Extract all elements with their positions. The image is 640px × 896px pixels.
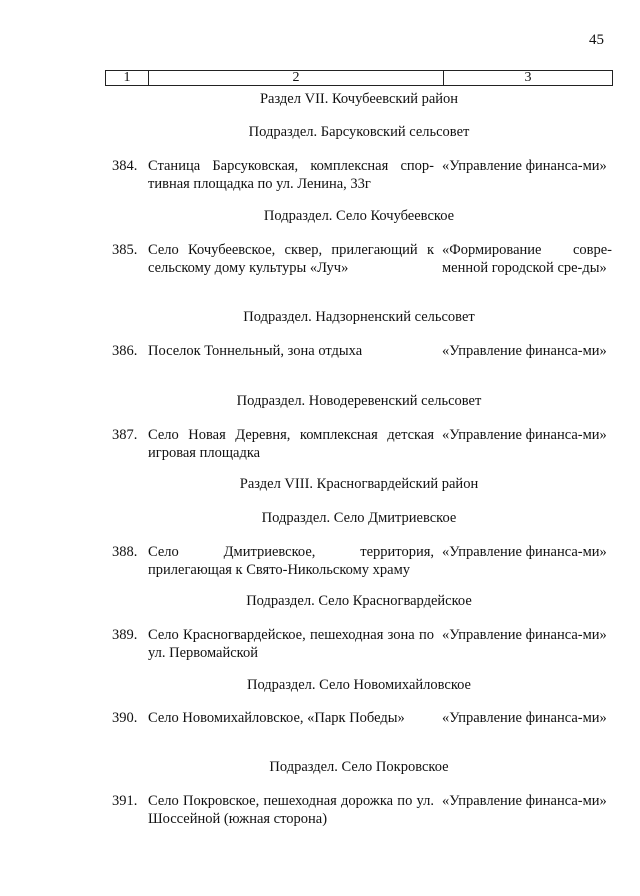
entry-description: Село Кочубеевское, сквер, прилегающий к сельскому дому культуры «Луч» <box>148 242 434 276</box>
entry-description: Село Дмитриевское, территория, прилегающая к Свято-Никольскому храму <box>148 544 434 578</box>
entry-program: «Управление финанса-ми» <box>442 710 607 726</box>
subsection-heading-krasnogvardeyskoe: Подраздел. Село Красногвардейское <box>246 593 472 609</box>
subsection-heading-nadzornensky: Подраздел. Надзорненский сельсовет <box>243 309 475 325</box>
entry-description: Село Новая Деревня, комплексная детская игровая площадка <box>148 427 434 461</box>
entry-number: 385. <box>112 242 138 258</box>
subsection-heading-barsukovsky: Подраздел. Барсуковский сельсовет <box>248 124 470 140</box>
entry-number: 387. <box>112 427 138 443</box>
entry-description: Поселок Тоннельный, зона отдыха <box>148 343 363 359</box>
entry-program: «Управление финанса-ми» <box>442 158 607 174</box>
subsection-heading-pokrovskoe: Подраздел. Село Покровское <box>269 759 449 775</box>
entry-description: Село Красногвардейское, пешеходная зона по ул. Первомайской <box>148 627 434 661</box>
column-header-row <box>105 70 613 86</box>
column-header-3: 3 <box>524 70 532 85</box>
entry-number: 386. <box>112 343 138 359</box>
page-number: 45 <box>589 32 604 48</box>
section-heading-8: Раздел VIII. Красногвардейский район <box>239 476 479 492</box>
entry-number: 384. <box>112 158 138 174</box>
subsection-heading-novoderevensky: Подраздел. Новодеревенский сельсовет <box>236 393 482 409</box>
section-heading-7: Раздел VII. Кочубеевский район <box>259 91 459 107</box>
column-header-1: 1 <box>106 71 149 85</box>
entry-description: Село Новомихайловское, «Парк Победы» <box>148 710 405 726</box>
entry-description: Станица Барсуковская, комплексная спор-тивная площадка по ул. Ленина, 33г <box>148 158 434 192</box>
entry-program: «Управление финанса-ми» <box>442 343 607 359</box>
entry-program: «Управление финанса-ми» <box>442 544 607 560</box>
entry-number: 390. <box>112 710 138 726</box>
subsection-heading-dmitrievskoe: Подраздел. Село Дмитриевское <box>261 510 457 526</box>
column-header-2: 2 <box>149 71 444 85</box>
subsection-heading-novomikhaylovskoe: Подраздел. Село Новомихайловское <box>246 677 471 693</box>
entry-program: «Управление финанса-ми» <box>442 793 607 809</box>
entry-program: «Формирование совре-менной городской сре-ды» <box>442 242 612 276</box>
entry-number: 391. <box>112 793 138 809</box>
entry-description: Село Покровское, пешеходная дорожка по ул. Шоссейной (южная сторона) <box>148 793 434 827</box>
entry-program: «Управление финанса-ми» <box>442 427 607 443</box>
subsection-heading-kochubeevskoe: Подраздел. Село Кочубеевское <box>263 208 455 224</box>
entry-number: 388. <box>112 544 138 560</box>
entry-program: «Управление финанса-ми» <box>442 627 607 643</box>
entry-number: 389. <box>112 627 138 643</box>
